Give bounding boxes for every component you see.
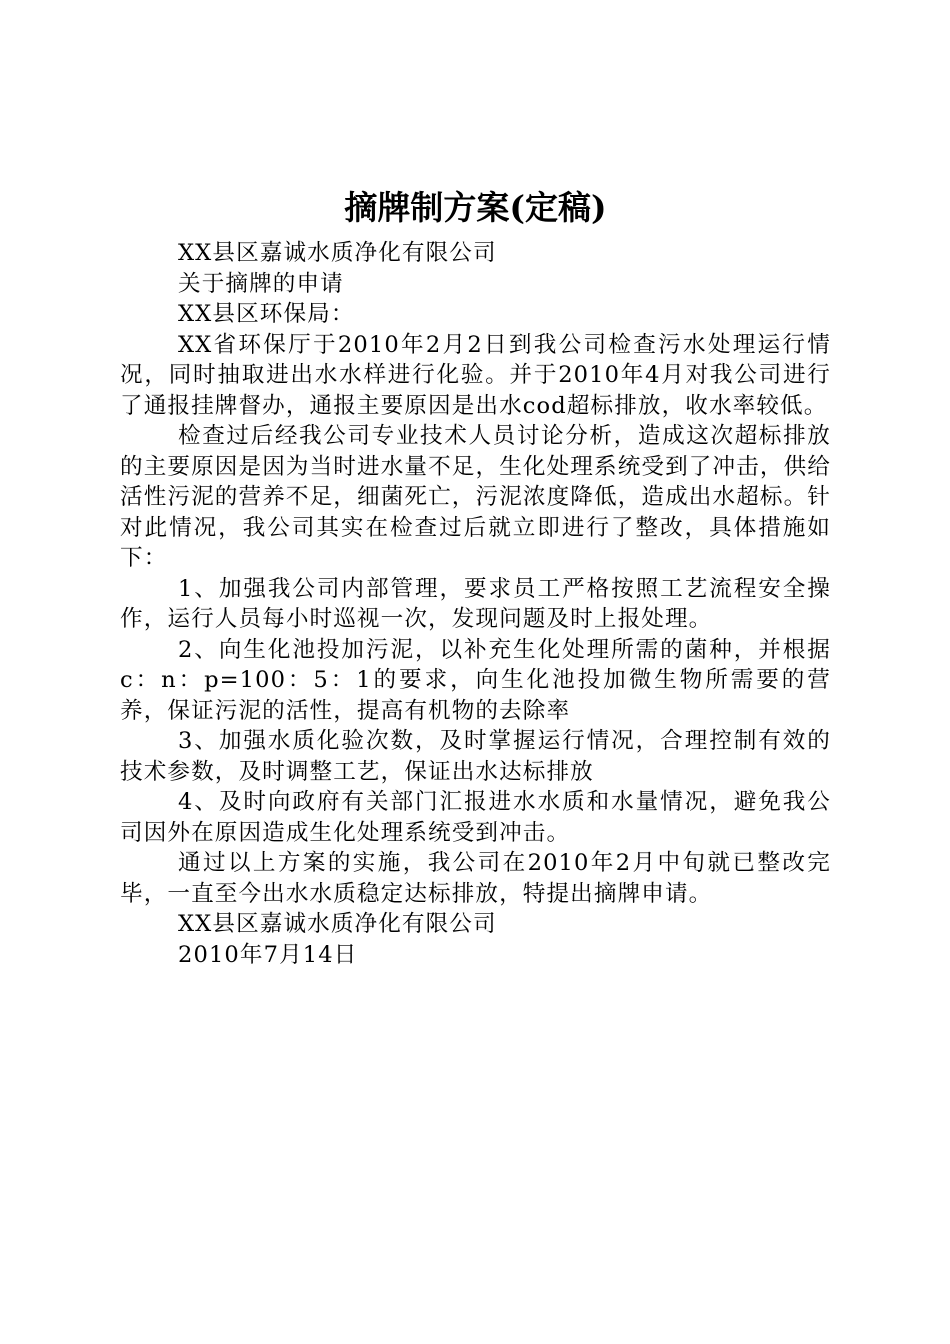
subject-line: 关于摘牌的申请 [178,270,344,297]
paragraph-analysis: 检查过后经我公司专业技术人员讨论分析，造成这次超标排放的主要原因是因为当时进水量不足，生化处理系统受到了冲击，供给活性污泥的营养不足，细菌死亡，污泥浓度降低，造成出水超标。针对此情况，我公司其实在检查过后就立即进行了整改，具体措施如下： [120,423,831,571]
document-body [120,238,831,970]
document-page [120,180,831,970]
recipient-line: XX县区环保局： [178,301,355,327]
paragraph-inspection: XX省环保厅于2010年2月2日到我公司检查污水处理运行情况，同时抽取进出水水样进行化验。并于2010年4月对我公司进行了通报挂牌督办，通报主要原因是出水cod超标排放，收水率较低。 [120,331,831,419]
paragraph-conclusion: 通过以上方案的实施，我公司在2010年2月中旬就已整改完毕，一直至今出水水质稳定达标排放，特提出摘牌申请。 [120,850,831,907]
company-header: XX县区嘉诚水质净化有限公司 [178,240,497,266]
measure-item-2: 2、向生化池投加污泥，以补充生化处理所需的菌种，并根据c：n：p=100：5：1的要求，向生化池投加微生物所需要的营养，保证污泥的活性，提高有机物的去除率 [120,636,831,724]
measure-item-1: 1、加强我公司内部管理，要求员工严格按照工艺流程安全操作，运行人员每小时巡视一次，发现问题及时上报处理。 [120,575,831,632]
document-title: 摘牌制方案(定稿) [344,188,607,227]
signature-date: 2010年7月14日 [178,941,358,968]
measure-item-4: 4、及时向政府有关部门汇报进水水质和水量情况，避免我公司因外在原因造成生化处理系统受到冲击。 [120,789,831,846]
signature-company: XX县区嘉诚水质净化有限公司 [178,911,497,937]
measure-item-3: 3、加强水质化验次数，及时掌握运行情况，合理控制有效的技术参数，及时调整工艺，保证出水达标排放 [120,728,831,785]
